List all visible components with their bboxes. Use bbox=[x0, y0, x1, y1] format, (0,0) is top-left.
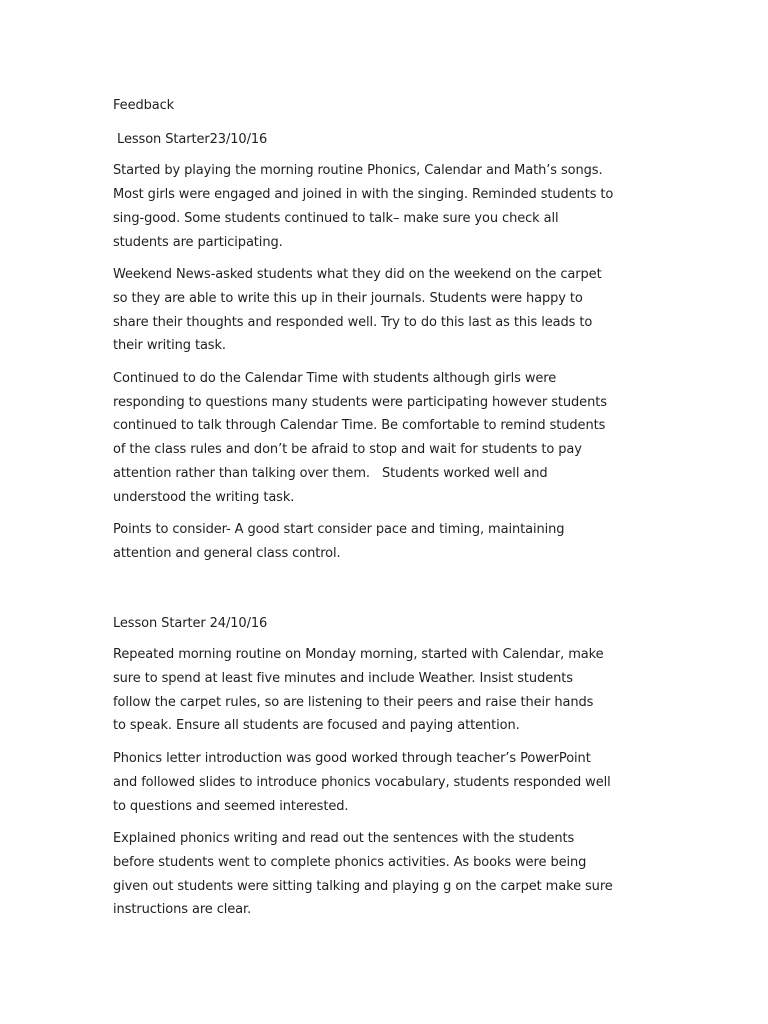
section-2-paragraph-1 bbox=[113, 643, 658, 738]
text-line: follow the carpet rules, so are listening to their peers and raise their hands bbox=[113, 694, 594, 710]
text-line: responding to questions many students were participating however students bbox=[113, 394, 607, 410]
section-1-paragraph-1 bbox=[113, 159, 658, 254]
text-line: of the class rules and don’t be afraid to stop and wait for students to pay bbox=[113, 442, 582, 458]
title-text: Feedback bbox=[113, 98, 175, 113]
text-line: before students went to complete phonics activities. As books were being bbox=[113, 854, 587, 870]
text-line: Repeated morning routine on Monday morning, started with Calendar, make bbox=[113, 647, 604, 663]
text-line: attention and general class control. bbox=[113, 545, 341, 561]
text-line: sure to spend at least five minutes and include Weather. Insist students bbox=[113, 671, 573, 687]
heading-text: Lesson Starter23/10/16 bbox=[113, 131, 268, 147]
text-line: to speak. Ensure all students are focused and paying attention. bbox=[113, 718, 520, 734]
text-line: attention rather than talking over them. Students worked well and bbox=[113, 465, 548, 481]
section-1-heading bbox=[113, 128, 658, 152]
text-line: Phonics letter introduction was good worked through teacher’s PowerPoint bbox=[113, 751, 591, 767]
section-2-paragraph-2 bbox=[113, 747, 658, 818]
text-line: instructions are clear. bbox=[113, 902, 252, 918]
text-line: Explained phonics writing and read out the sentences with the students bbox=[113, 831, 575, 847]
text-line: Continued to do the Calendar Time with students although girls were bbox=[113, 371, 557, 387]
text-line: understood the writing task. bbox=[113, 489, 295, 505]
text-line: Points to consider- A good start consider pace and timing, maintaining bbox=[113, 522, 565, 538]
section-1-paragraph-4 bbox=[113, 518, 658, 565]
text-line: and followed slides to introduce phonics vocabulary, students responded well bbox=[113, 774, 611, 790]
text-line: Started by playing the morning routine Phonics, Calendar and Math’s songs. bbox=[113, 163, 603, 179]
document-page bbox=[113, 94, 658, 931]
section-2-paragraph-3 bbox=[113, 827, 658, 922]
section-1-paragraph-2 bbox=[113, 263, 658, 358]
section-2-heading bbox=[113, 612, 658, 636]
text-line: students are participating. bbox=[113, 234, 283, 250]
text-line: so they are able to write this up in their journals. Students were happy to bbox=[113, 290, 583, 306]
text-line: given out students were sitting talking and playing g on the carpet make sure bbox=[113, 878, 613, 894]
text-line: share their thoughts and responded well. Try to do this last as this leads to bbox=[113, 314, 593, 330]
text-line: sing-good. Some students continued to talk– make sure you check all bbox=[113, 210, 559, 226]
text-line: continued to talk through Calendar Time. Be comfortable to remind students bbox=[113, 418, 606, 434]
text-line: their writing task. bbox=[113, 338, 226, 354]
document-title bbox=[113, 94, 658, 118]
text-line: Weekend News-asked students what they did on the weekend on the carpet bbox=[113, 267, 602, 283]
section-1-paragraph-3 bbox=[113, 367, 658, 509]
text-line: to questions and seemed interested. bbox=[113, 798, 349, 814]
text-line: Most girls were engaged and joined in with the singing. Reminded students to bbox=[113, 187, 614, 203]
heading-text: Lesson Starter 24/10/16 bbox=[113, 615, 268, 631]
